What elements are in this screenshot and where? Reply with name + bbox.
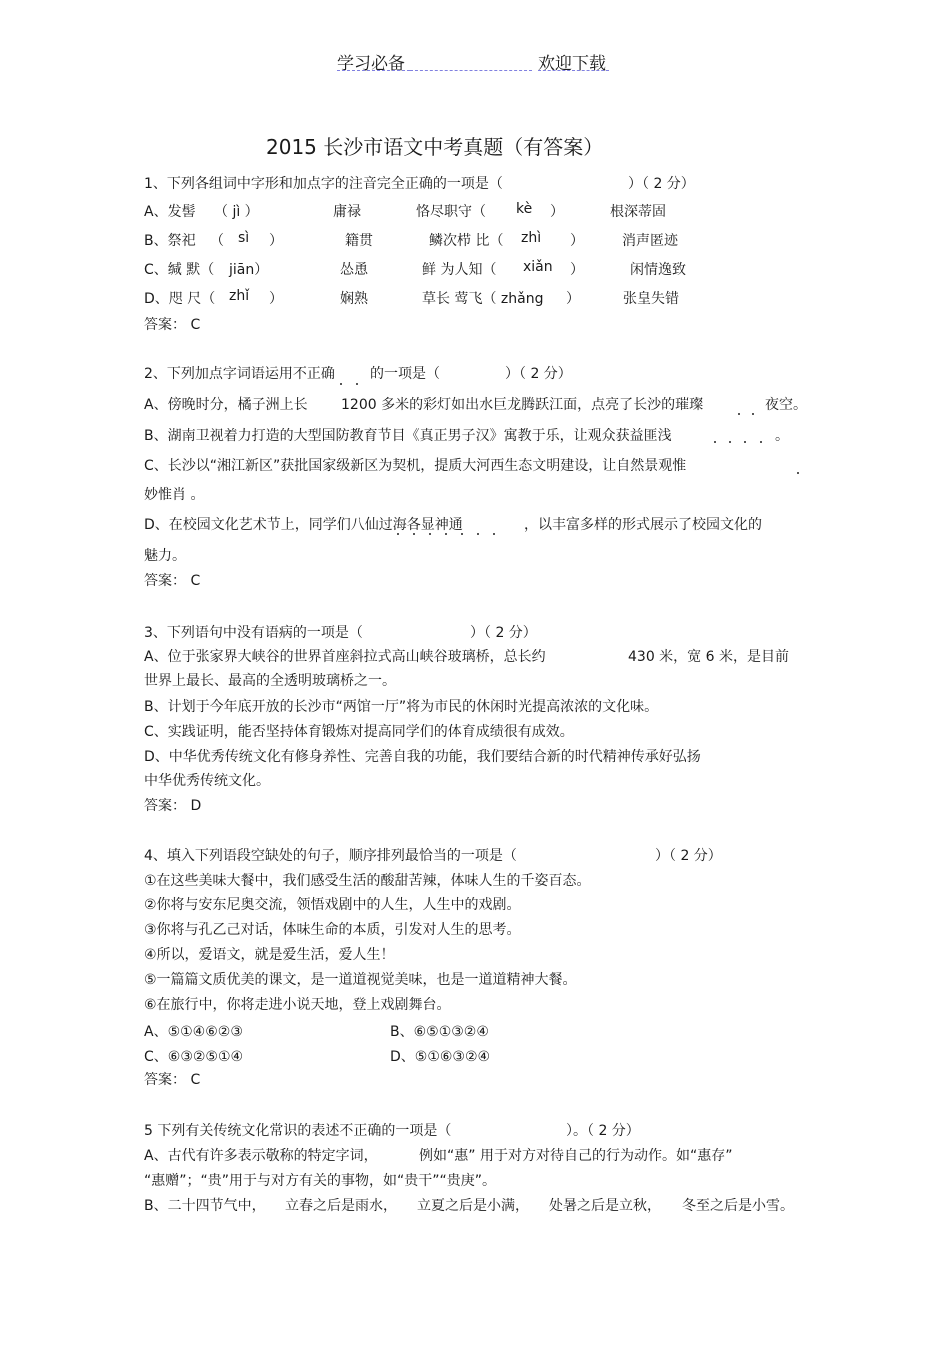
q3-d2: 中华优秀传统文化。 xyxy=(144,773,270,789)
q4-option-d: D、⑤①⑥③②④ xyxy=(390,1049,491,1065)
q1-a-4: kè xyxy=(516,201,533,217)
q2-a3: 夜空。 xyxy=(765,397,807,413)
emphasis-dot xyxy=(340,383,342,385)
q1-c-4: xiǎn xyxy=(523,259,553,275)
page-title: 2015 长沙市语文中考真题（有答案） xyxy=(266,135,604,159)
q1-b-2: sì xyxy=(238,230,250,246)
q2-stem-end: ）（ 2 分） xyxy=(505,366,572,382)
q4-option-a: A、⑤①④⑥②③ xyxy=(144,1024,243,1040)
q4-stem-end: ）（ 2 分） xyxy=(655,848,722,864)
q5-b4: 处暑之后是立秋， xyxy=(549,1198,661,1214)
q1-stem: 1、下列各组词中字形和加点字的注音完全正确的一项是（ xyxy=(144,176,503,192)
q1-b-7: ） xyxy=(570,233,584,249)
q1-d-1: zhǐ xyxy=(229,288,250,304)
q2-d1: D、在校园文化艺术节上，同学们八仙过海各显神通 xyxy=(144,517,463,533)
q5-b3: 立夏之后是小满， xyxy=(417,1198,529,1214)
q1-d-4: 草长 莺飞（ zhǎng xyxy=(422,291,544,307)
emphasis-dot xyxy=(729,441,731,443)
header-right: 欢迎下载 xyxy=(538,54,606,74)
emphasis-dot xyxy=(461,533,463,535)
emphasis-dot xyxy=(429,533,431,535)
emphasis-dot xyxy=(445,533,447,535)
q3-a2: 世界上最长、最高的全透明玻璃桥之一。 xyxy=(144,673,396,689)
emphasis-dot xyxy=(477,533,479,535)
q3-b: B、计划于今年底开放的长沙市“两馆一厅”将为市民的休闲时光提高浓浓的文化味。 xyxy=(144,699,659,715)
q5-stem: 5 下列有关传统文化常识的表述不正确的一项是（ xyxy=(144,1123,452,1139)
q1-c-6: 闲情逸致 xyxy=(630,262,686,278)
q1-b-1: （ xyxy=(210,233,224,249)
header-right-underline xyxy=(538,70,609,71)
header-divider xyxy=(410,70,532,71)
emphasis-dot xyxy=(714,441,716,443)
q1-d-2: ） xyxy=(269,291,283,307)
q4-s4: ④所以，爱语文，就是爱生活，爱人生！ xyxy=(144,947,395,963)
q4-s2: ②你将与安东尼奥交流，领悟戏剧中的人生，人生中的戏剧。 xyxy=(144,897,521,913)
q5-a1: A、古代有许多表示敬称的特定字词， xyxy=(144,1148,378,1164)
q1-a-2: 庸禄 xyxy=(333,204,361,220)
q1-b-4: 籍贯 xyxy=(345,233,373,249)
q4-option-b: B、⑥⑤①③②④ xyxy=(390,1024,489,1040)
emphasis-dot xyxy=(356,383,358,385)
q1-answer: 答案： C xyxy=(144,317,201,333)
q3-stem: 3、下列语句中没有语病的一项是（ xyxy=(144,625,363,641)
q1-a-6: 根深蒂固 xyxy=(610,204,666,220)
q2-c2: 妙惟肖 。 xyxy=(144,487,205,503)
q2-d2: 魅力。 xyxy=(144,548,186,564)
q4-answer: 答案： C xyxy=(144,1072,201,1088)
q3-answer: 答案： D xyxy=(144,798,202,814)
q3-d1: D、中华优秀传统文化有修身养性、完善自我的功能，我们要结合新的时代精神传承好弘扬 xyxy=(144,749,701,765)
q4-s5: ⑤一篇篇文质优美的课文，是一道道视觉美味，也是一道道精神大餐。 xyxy=(144,972,577,988)
header-left-underline xyxy=(337,70,410,71)
emphasis-dot xyxy=(413,533,415,535)
q1-d-3: 娴熟 xyxy=(340,291,368,307)
q4-s3: ③你将与孔乙己对话，体味生命的本质，引发对人生的思考。 xyxy=(144,922,521,938)
q1-d-6: 张皇失错 xyxy=(623,291,679,307)
q5-b5: 冬至之后是小雪。 xyxy=(682,1198,794,1214)
q5-b1: B、二十四节气中， xyxy=(144,1198,266,1214)
q5-a1b: 例如“惠” 用于对方对待自己的行为动作。如“惠存” xyxy=(419,1148,733,1164)
q1-a-0: A、发髻 xyxy=(144,204,196,220)
q1-a-1: （ jì ） xyxy=(214,204,259,220)
q1-b-8: 消声匿迹 xyxy=(622,233,678,249)
q1-d-0: D、咫 尺（ xyxy=(144,291,216,307)
q3-a1b: 430 米，宽 6 米，是目前 xyxy=(628,649,789,665)
q1-c-2: 怂恿 xyxy=(340,262,368,278)
emphasis-dot xyxy=(760,441,762,443)
q2-d1b: ，以丰富多样的形式展示了校园文化的 xyxy=(524,517,762,533)
q5-stem-end: ）。（ 2 分） xyxy=(566,1123,640,1139)
q3-c: C、实践证明，能否坚持体育锻炼对提高同学们的体育成绩很有成效。 xyxy=(144,724,574,740)
q2-a1: A、傍晚时分，橘子洲上长 xyxy=(144,397,308,413)
q2-stem-mid: 的一项是（ xyxy=(370,366,440,382)
q1-c-1: jiān） xyxy=(229,262,269,278)
q4-stem: 4、填入下列语段空缺处的句子，顺序排列最恰当的一项是（ xyxy=(144,848,517,864)
q1-c-5: ） xyxy=(570,262,584,278)
q1-d-5: ） xyxy=(566,291,580,307)
emphasis-dot xyxy=(738,413,740,415)
q3-a1: A、位于张家界大峡谷的世界首座斜拉式高山峡谷玻璃桥，总长约 xyxy=(144,649,546,665)
q4-s1: ①在这些美味大餐中，我们感受生活的酸甜苦辣，体味人生的千姿百态。 xyxy=(144,873,591,889)
q1-c-3: 鲜 为人知（ xyxy=(422,262,497,278)
emphasis-dot xyxy=(397,533,399,535)
q1-b-6: zhì xyxy=(521,230,542,246)
q1-stem-end: ）（ 2 分） xyxy=(628,176,695,192)
emphasis-dot xyxy=(493,533,495,535)
q2-b-end: 。 xyxy=(775,428,789,444)
q4-s6: ⑥在旅行中，你将走进小说天地，登上戏剧舞台。 xyxy=(144,997,451,1013)
q4-option-c: C、⑥③②⑤①④ xyxy=(144,1049,244,1065)
emphasis-dot xyxy=(744,441,746,443)
q1-b-5: 鳞次栉 比（ xyxy=(429,233,504,249)
q2-c1: C、长沙以“湘江新区”获批国家级新区为契机，提质大河西生态文明建设，让自然景观惟 xyxy=(144,458,687,474)
emphasis-dot xyxy=(752,413,754,415)
emphasis-dot xyxy=(797,472,799,474)
q1-a-3: 恪尽职守（ xyxy=(416,204,486,220)
q1-c-0: C、缄 默（ xyxy=(144,262,215,278)
q1-a-5: ） xyxy=(550,204,564,220)
q2-answer: 答案： C xyxy=(144,573,201,589)
q5-b2: 立春之后是雨水， xyxy=(285,1198,397,1214)
q2-b: B、湖南卫视着力打造的大型国防教育节目《真正男子汉》寓教于乐，让观众获益匪浅 xyxy=(144,428,672,444)
header-left: 学习必备 xyxy=(337,54,405,74)
q5-a2: “惠赠”；“贵”用于与对方有关的事物，如“贵干”“贵庚”。 xyxy=(144,1173,497,1189)
q3-stem-end: ）（ 2 分） xyxy=(470,625,537,641)
q2-a2: 1200 多米的彩灯如出水巨龙腾跃江面，点亮了长沙的璀璨 xyxy=(341,397,704,413)
q1-b-0: B、祭祀 xyxy=(144,233,196,249)
q2-stem: 2、下列加点字词语运用不正确 xyxy=(144,366,335,382)
q1-b-3: ） xyxy=(269,233,283,249)
